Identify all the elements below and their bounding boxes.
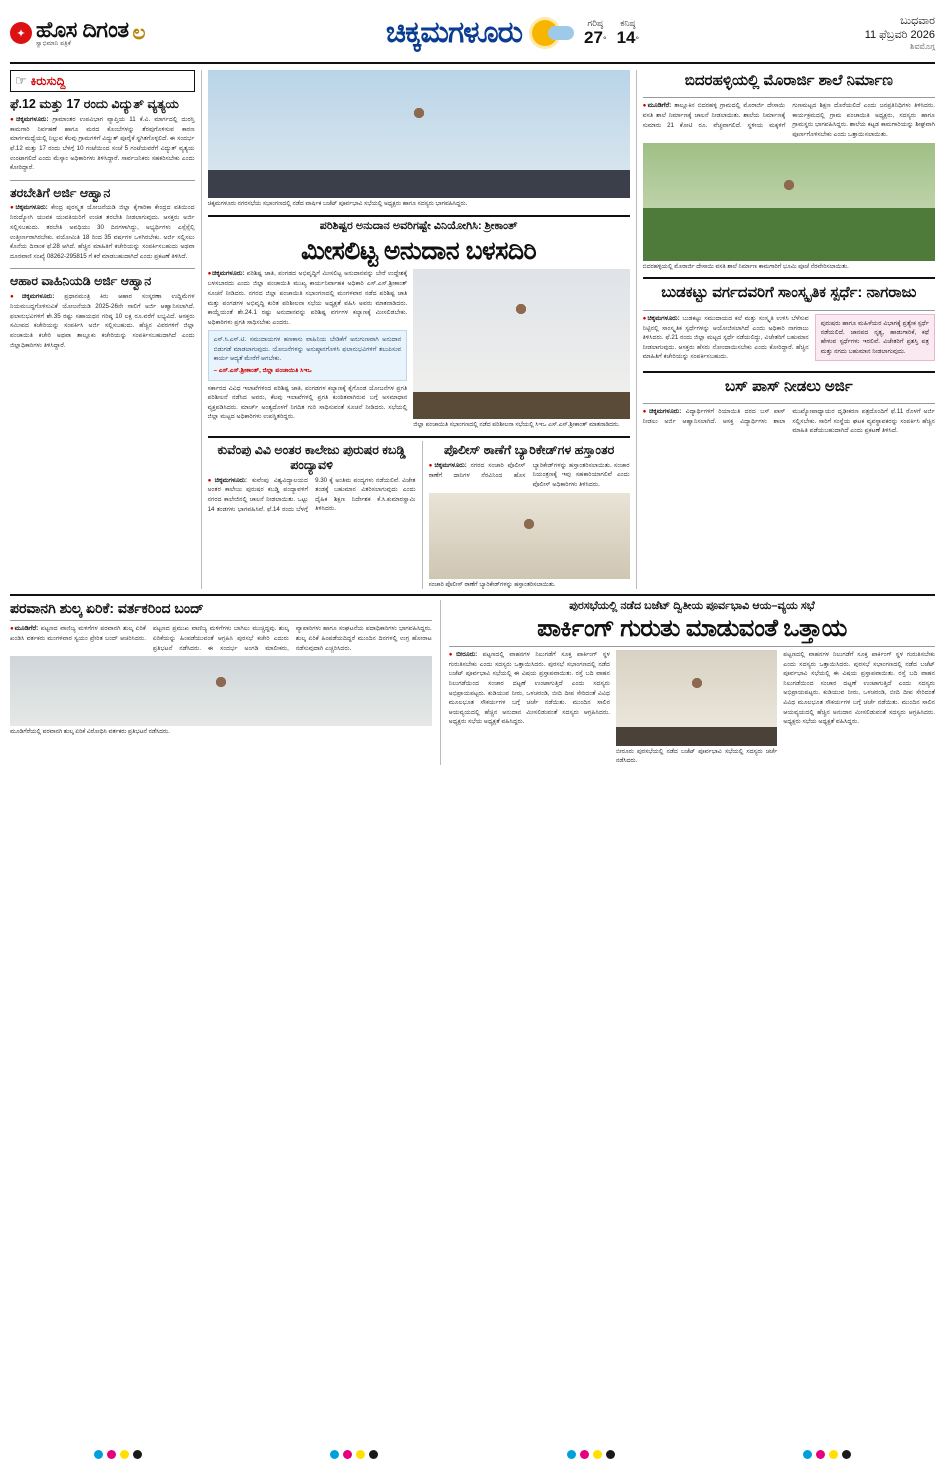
story-school-headline: ಬಿದರಹಳ್ಳಿಯಲ್ಲಿ ಮೊರಾರ್ಜಿ ಶಾಲೆ ನಿರ್ಮಾಣ bbox=[684, 72, 893, 89]
lead-body-cont bbox=[208, 384, 408, 422]
color-bar-group bbox=[567, 1450, 615, 1459]
column-center bbox=[201, 70, 630, 589]
story-tribal-headline: ಬುಡಕಟ್ಟು ವರ್ಗದವರಿಗೆ ಸಾಂಸ್ಕೃತಿಕ ಸ್ಪರ್ಧೆ: ನಾಗರಾಜು bbox=[661, 284, 917, 302]
story-barricade-dateline: ಚಿಕ್ಕಮಗಳೂರು: bbox=[434, 461, 467, 469]
photo-zp-meeting bbox=[413, 269, 629, 419]
bottom-right-body-cont bbox=[783, 650, 935, 727]
photo-1-caption: ಚಿಕ್ಕಮಗಳೂರು ನಗರಸಭೆಯ ಸಭಾಂಗಣದಲ್ಲಿ ನಡೆದ ವಾರ್ಷಿಕ ಬಜೆಟ್ ಪೂರ್ವಭಾವಿ ಸಭೆಯಲ್ಲಿ ಅಧ್ಯಕ್ಷರು ಹಾಗೂ ಸದಸ್ಯರು ಭಾಗವಹಿಸಿದ್ದರು. bbox=[207, 201, 468, 207]
bullet-icon: ● bbox=[448, 650, 457, 658]
divider bbox=[10, 180, 195, 181]
color-bar-group bbox=[94, 1450, 142, 1459]
brief-2-body bbox=[10, 203, 195, 264]
photo-school-bhoomi-puja bbox=[643, 143, 935, 261]
brief-2-text: ಕೇಂದ್ರ ಪುರಸ್ಕೃತ ಯೋಜನೆಯಡಿ ಜಿಲ್ಲಾ ಕೈಗಾರಿಕಾ ಕೇಂದ್ರದ ವತಿಯಿಂದ ನಿರುದ್ಯೋಗಿ ಯುವಕ ಯುವತಿಯರಿಗೆ ಉಚಿತ ತರಬೇತಿ ನೀಡಲಾಗುವುದು. ಆಸಕ್ತರು ಅರ್ಜಿ ಸಲ್ಲಿಸಬಹುದು. ತರಬೇತಿ ಅವಧಿಯು 30 ದಿನಗಳಾಗಿದ್ದು, ಅಭ್ಯರ್ಥಿಗಳು ಎಸ್ಸೆಸ್ಸೆಲ್ಸಿ ಉತ್ತೀರ್ಣರಾಗಿರಬೇಕು. ವಯೋಮಿತಿ 18 ರಿಂದ 35 ವರ್ಷಗಳ ಒಳಗಿರಬೇಕು. ಅರ್ಜಿ ಸಲ್ಲಿಸಲು ಕೊನೆಯ ದಿನಾಂಕ ಫೆ.28 ಆಗಿದೆ. ಹೆಚ್ಚಿನ ಮಾಹಿತಿಗೆ ಕಚೇರಿಯನ್ನು ಸಂಪರ್ಕಿಸಬಹುದು ಅಥವಾ ದೂರವಾಣಿ ಸಂಖ್ಯೆ 08262-295815 ಗೆ ಕರೆ ಮಾಡಬಹುದಾಗಿದೆ ಎಂದು ಪ್ರಕಟಣೆ ತಿಳಿಸಿದೆ. bbox=[10, 204, 195, 260]
bullet-icon: ● bbox=[10, 293, 22, 301]
story-kabaddi-dateline: ಚಿಕ್ಕಮಗಳೂರು: bbox=[214, 476, 248, 484]
place: ಶಿವಮೊಗ್ಗ bbox=[910, 42, 935, 52]
photo-police-station bbox=[429, 493, 630, 579]
logo-badge-icon: ✦ bbox=[10, 22, 32, 44]
pullquote bbox=[208, 330, 408, 380]
brand-name: ಹೊಸ ದಿಗಂತ bbox=[36, 16, 129, 42]
brief-3-headline: ಆಹಾರ ವಾಹಿನಿಯಡಿ ಅರ್ಜಿ ಆಹ್ವಾನ bbox=[10, 274, 152, 289]
photo-protest bbox=[10, 656, 432, 726]
date: 11 ಫೆಬ್ರವರಿ 2026 bbox=[864, 28, 935, 41]
story-tribal-body bbox=[643, 314, 809, 362]
bottom-right-kicker: ಪುರಸಭೆಯಲ್ಲಿ ನಡೆದ ಬಜೆಟ್ ದ್ವಿತೀಯ ಪೂರ್ವಭಾವಿ ಆಯ–ವ್ಯಯ ಸಭೆ bbox=[569, 600, 815, 613]
story-buspass-headline: ಬಸ್ ಪಾಸ್ ನೀಡಲು ಅರ್ಜಿ bbox=[724, 377, 853, 395]
story-tribal-dateline: ಚಿಕ್ಕಮಗಳೂರು: bbox=[647, 314, 680, 322]
temp-high: ಗರಿಷ್ಠ 27° bbox=[584, 18, 607, 47]
brief-3-body bbox=[10, 292, 195, 353]
story-barricade bbox=[422, 441, 630, 589]
story-school-dateline: ಮೂಡಿಗೆರೆ: bbox=[647, 102, 672, 110]
photo-2-caption: ಜಿಲ್ಲಾ ಪಂಚಾಯಿತಿ ಸಭಾಂಗಣದಲ್ಲಿ ನಡೆದ ಪರಿಶೀಲನಾ ಸಭೆಯಲ್ಲಿ ಸಿಇಒ ಎಸ್.ಎಸ್.ಶ್ರೀಕಾಂತ್ ಮಾತನಾಡಿದರು. bbox=[413, 422, 620, 429]
photo-3-caption: ಸಂಚಾರಿ ಪೊಲೀಸ್ ಠಾಣೆಗೆ ಬ್ಯಾರಿಕೇಡ್‌ಗಳನ್ನು ಹಸ್ತಾಂತರಿಸಲಾಯಿತು. bbox=[428, 581, 556, 588]
color-bar-group bbox=[330, 1450, 378, 1459]
edition-block bbox=[240, 16, 785, 50]
story-tribal-box-text: ಪುರುಷರು ಹಾಗೂ ಮಹಿಳೆಯರ ವಿಭಾಗಕ್ಕೆ ಪ್ರತ್ಯೇಕ ಸ್ಪರ್ಧೆ ನಡೆಯಲಿದೆ. ಜಾನಪದ ನೃತ್ಯ, ಹಾಡುಗಾರಿಕೆ, ಕಥೆ ಹೇಳುವ ಸ್ಪರ್ಧೆಗಳು ಇರಲಿವೆ. ವಿಜೇತರಿಗೆ ಪ್ರಶಸ್ತಿ ಪತ್ರ ಮತ್ತು ನಗದು ಬಹುಮಾನ ನೀಡಲಾಗುವುದು. bbox=[820, 319, 929, 355]
bullet-icon: ● bbox=[642, 314, 648, 322]
divider bbox=[643, 310, 935, 311]
bullet-icon: ● bbox=[428, 461, 435, 469]
main-content bbox=[10, 70, 935, 589]
cloud-icon bbox=[548, 26, 574, 40]
bullet-icon: ● bbox=[10, 115, 17, 123]
column-left bbox=[10, 70, 195, 589]
lead-more-text: ಸರ್ಕಾರದ ವಿವಿಧ ಇಲಾಖೆಗಳಿಂದ ಪರಿಶಿಷ್ಟ ಜಾತಿ, ಪಂಗಡಗಳ ಕಲ್ಯಾಣಕ್ಕೆ ಕೈಗೊಂಡ ಯೋಜನೆಗಳ ಪ್ರಗತಿ ಪರಿಶೀಲನೆ ನಡೆಸಿದ ಅವರು, ಕೆಲವು ಇಲಾಖೆಗಳಲ್ಲಿ ಪ್ರಗತಿ ಕುಂಠಿತವಾಗಿರುವ ಬಗ್ಗೆ ಅಸಮಾಧಾನ ವ್ಯಕ್ತಪಡಿಸಿದರು. ಮಾರ್ಚ್ ಅಂತ್ಯದೊಳಗೆ ನಿಗದಿತ ಗುರಿ ಸಾಧಿಸುವಂತೆ ಸೂಚನೆ ನೀಡಿದರು. ಸಭೆಯಲ್ಲಿ ಜಿಲ್ಲಾ ಮಟ್ಟದ ಅಧಿಕಾರಿಗಳು ಉಪಸ್ಥಿತರಿದ್ದರು. bbox=[207, 384, 408, 421]
brief-1-text: ಗ್ರಾಮಾಂತರ ಉಪವಿಭಾಗ ವ್ಯಾಪ್ತಿಯ 11 ಕೆ.ವಿ. ಮಾರ್ಗದಲ್ಲಿ ದುರಸ್ತಿ ಕಾಮಗಾರಿ ನಿರ್ವಹಣೆ ಹಾಗೂ ಮರದ ಕೊಂಬೆಗಳನ್ನು ತೆರವುಗೊಳಿಸುವ ಕಾರಣ ಮಾರ್ಗಮಧ್ಯೆಯಲ್ಲಿ ನಿಲ್ಲುವ ಕೆಲವು ಗ್ರಾಮಗಳಿಗೆ ವಿದ್ಯುತ್ ಪೂರೈಕೆ ಸ್ಥಗಿತಗೊಳ್ಳಲಿದೆ. ಈ ಸಂದರ್ಭ ಫೆ.12 ಮತ್ತು 17 ರಂದು ಬೆಳಗ್ಗೆ 10 ಗಂಟೆಯಿಂದ ಸಂಜೆ 5 ಗಂಟೆಯವರೆಗೆ ವಿದ್ಯುತ್ ವ್ಯತ್ಯಯ ಉಂಟಾಗಲಿದೆ ಎಂದು ಮೆಸ್ಕಾಂ ಅಧಿಕಾರಿಗಳು ತಿಳಿಸಿದ್ದಾರೆ. ಸಾರ್ವಜನಿಕರು ಸಹಕರಿಸಬೇಕು ಎಂದು ಕೋರಿದ್ದಾರೆ. bbox=[10, 115, 195, 172]
brief-2-dateline: ಚಿಕ್ಕಮಗಳೂರು: bbox=[15, 204, 48, 212]
bottom-left-dateline: ಮೂಡಿಗೆರೆ: bbox=[14, 625, 39, 633]
divider bbox=[10, 620, 432, 621]
divider bbox=[208, 215, 630, 217]
bottom-right-body bbox=[449, 650, 610, 727]
bottom-left-body bbox=[10, 624, 432, 653]
photo-5-caption: ಮೂಡಿಗೆರೆಯಲ್ಲಿ ಪರವಾನಗಿ ಶುಲ್ಕ ಏರಿಕೆ ವಿರೋಧಿಸಿ ವರ್ತಕರು ಪ್ರತಿಭಟನೆ ನಡೆಸಿದರು. bbox=[10, 729, 170, 736]
brief-3-dateline: ಚಿಕ್ಕಮಗಳೂರು: bbox=[21, 293, 55, 301]
story-kabaddi-body bbox=[208, 476, 416, 516]
story-buspass-body bbox=[643, 407, 935, 436]
brief-2-headline: ತರಬೇತಿಗೆ ಅರ್ಜಿ ಆಹ್ವಾನ bbox=[10, 185, 111, 200]
divider bbox=[643, 277, 935, 279]
registration-color-bars bbox=[0, 1450, 945, 1459]
divider bbox=[643, 371, 935, 373]
story-kabaddi-headline: ಕುವೆಂಪು ವಿವಿ ಅಂತರ ಕಾಲೇಜು ಪುರುಷರ ಕಬಡ್ಡಿ ಪಂದ್ಯಾವಳಿ bbox=[217, 443, 406, 472]
bullet-icon: ● bbox=[207, 270, 212, 278]
photo-6-caption: ಬೀರೂರು ಪುರಸಭೆಯಲ್ಲಿ ನಡೆದ ಬಜೆಟ್ ಪೂರ್ವಭಾವಿ ಸಭೆಯಲ್ಲಿ ಸದಸ್ಯರು ಚರ್ಚೆ ನಡೆಸಿದರು. bbox=[616, 748, 778, 764]
story-buspass-dateline: ಚಿಕ್ಕಮಗಳೂರು: bbox=[648, 408, 682, 416]
bottom-section bbox=[10, 594, 935, 765]
bottom-right-dateline: ಬೀರೂರು: bbox=[456, 650, 478, 658]
bottom-right-text-cont: ಪಟ್ಟಣದಲ್ಲಿ ವಾಹನಗಳ ನಿಲುಗಡೆಗೆ ಸೂಕ್ತ ಪಾರ್ಕಿಂಗ್ ಸ್ಥಳ ಗುರುತಿಸಬೇಕು ಎಂದು ಸದಸ್ಯರು ಒತ್ತಾಯಿಸಿದರು. ಪುರಸಭೆ ಸಭಾಂಗಣದಲ್ಲಿ ನಡೆದ ಬಜೆಟ್ ಪೂರ್ವಭಾವಿ ಸಭೆಯಲ್ಲಿ ಈ ವಿಷಯ ಪ್ರಸ್ತಾಪವಾಯಿತು. ರಸ್ತೆ ಬದಿ ವಾಹನ ನಿಲುಗಡೆಯಿಂದ ಸಂಚಾರ ದಟ್ಟಣೆ ಉಂಟಾಗುತ್ತಿದೆ ಎಂದು ಸದಸ್ಯರು ಅಭಿಪ್ರಾಯಪಟ್ಟರು. ಕುಡಿಯುವ ನೀರು, ಒಳಚರಂಡಿ, ಬೀದಿ ದೀಪ ಸೇರಿದಂತೆ ವಿವಿಧ ಮೂಲಭೂತ ಸೌಕರ್ಯಗಳ ಬಗ್ಗೆ ಚರ್ಚೆ ನಡೆಯಿತು. ಮುಂದಿನ ಸಾಲಿನ ಆಯವ್ಯಯದಲ್ಲಿ ಹೆಚ್ಚಿನ ಅನುದಾನ ಮೀಸಲಿಡುವಂತೆ ಸದಸ್ಯರು ಆಗ್ರಹಿಸಿದರು. ಅಧ್ಯಕ್ಷರು ಸಭೆಯ ಅಧ್ಯಕ್ಷತೆ ವಹಿಸಿದ್ದರು. bbox=[783, 650, 935, 726]
bullet-icon: ● bbox=[10, 204, 16, 212]
date-block bbox=[785, 14, 935, 53]
divider bbox=[449, 646, 935, 647]
story-kabaddi-text: ಕುವೆಂಪು ವಿಶ್ವವಿದ್ಯಾಲಯದ ಅಂತರ ಕಾಲೇಜು ಪುರುಷರ ಕಬಡ್ಡಿ ಪಂದ್ಯಾವಳಿಗೆ ನಗರದ ಕಾಲೇಜಿನಲ್ಲಿ ಚಾಲನೆ ನೀಡಲಾಯಿತು. ಒಟ್ಟು 14 ತಂಡಗಳು ಭಾಗವಹಿಸಿವೆ. ಫೆ.14 ರಂದು ಬೆಳಗ್ಗೆ 9.30 ಕ್ಕೆ ಅಂತಿಮ ಪಂದ್ಯಗಳು ನಡೆಯಲಿವೆ. ವಿಜೇತ ತಂಡಕ್ಕೆ ಬಹುಮಾನ ವಿತರಿಸಲಾಗುವುದು ಎಂದು ದೈಹಿಕ ಶಿಕ್ಷಣ ನಿರ್ದೇಶಕ ಕೆ.ಸಿ.ಕುಮಾರಸ್ವಾಮಿ ತಿಳಿಸಿದರು. bbox=[207, 476, 416, 513]
photo-municipal-meeting bbox=[616, 650, 777, 746]
pullquote-text: ಎಸ್.ಸಿ.ಎಸ್.ಟಿ. ಸಮುದಾಯಗಳ ಹಣಕಾಸು ವಾಹಿನಿಯ ಬೇಡಿಕೆಗೆ ಅನುಗುಣವಾಗಿ ಅನುದಾನ ಬಿಡುಗಡೆ ಮಾಡಲಾಗುವುದು. ಯೋಜನೆಗಳನ್ನು ಅನುಷ್ಠಾನಗೊಳಿಸಿ ಫಲಾನುಭವಿಗಳಿಗೆ ತಲುಪಿಸುವ ಕಾರ್ಯ ಆದ್ಯತೆ ಮೇರೆಗೆ ಆಗಬೇಕು. bbox=[213, 336, 402, 362]
bullet-icon: ● bbox=[207, 476, 215, 484]
story-tribal-sidebox bbox=[815, 314, 935, 361]
story-school-text: ತಾಲ್ಲೂಕಿನ ಬಿದರಹಳ್ಳಿ ಗ್ರಾಮದಲ್ಲಿ ಮೊರಾರ್ಜಿ ದೇಸಾಯಿ ವಸತಿ ಶಾಲೆ ನಿರ್ಮಾಣಕ್ಕೆ ಚಾಲನೆ ನೀಡಲಾಯಿತು. ಶಾಲೆಯ ನಿರ್ಮಾಣಕ್ಕೆ ಸುಮಾರು 21 ಕೋಟಿ ರೂ. ವೆಚ್ಚವಾಗಲಿದೆ. ಸ್ಥಳೀಯ ಮಕ್ಕಳಿಗೆ ಗುಣಮಟ್ಟದ ಶಿಕ್ಷಣ ದೊರೆಯಲಿದೆ ಎಂದು ಜನಪ್ರತಿನಿಧಿಗಳು ತಿಳಿಸಿದರು. ಕಾರ್ಯಕ್ರಮದಲ್ಲಿ ಗ್ರಾಮ ಪಂಚಾಯಿತಿ ಅಧ್ಯಕ್ಷರು, ಸದಸ್ಯರು ಹಾಗೂ ಗ್ರಾಮಸ್ಥರು ಭಾಗವಹಿಸಿದ್ದರು. ಶಾಲೆಯ ಕಟ್ಟಡ ಕಾಮಗಾರಿಯನ್ನು ಶೀಘ್ರವಾಗಿ ಪೂರ್ಣಗೊಳಿಸಬೇಕು ಎಂದು ಒತ್ತಾಯಿಸಲಾಯಿತು. bbox=[642, 102, 935, 139]
story-buspass-text: ವಿದ್ಯಾರ್ಥಿಗಳಿಗೆ ರಿಯಾಯಿತಿ ದರದ ಬಸ್ ಪಾಸ್ ನೀಡಲು ಅರ್ಜಿ ಆಹ್ವಾನಿಸಲಾಗಿದೆ. ಆಸಕ್ತ ವಿದ್ಯಾರ್ಥಿಗಳು ಶಾಲಾ ಮುಖ್ಯೋಪಾಧ್ಯಾಯರ ದೃಢೀಕರಣ ಪತ್ರದೊಂದಿಗೆ ಫೆ.11 ರೊಳಗೆ ಅರ್ಜಿ ಸಲ್ಲಿಸಬೇಕು. ಸಾರಿಗೆ ಸಂಸ್ಥೆಯ ಘಟಕ ವ್ಯವಸ್ಥಾಪಕರನ್ನು ಸಂಪರ್ಕಿಸಿ ಹೆಚ್ಚಿನ ಮಾಹಿತಿ ಪಡೆಯಬಹುದಾಗಿದೆ ಎಂದು ಪ್ರಕಟಣೆ ತಿಳಿಸಿದೆ. bbox=[642, 408, 935, 435]
bottom-right-headline: ಪಾರ್ಕಿಂಗ್ ಗುರುತು ಮಾಡುವಂತೆ ಒತ್ತಾಯ bbox=[537, 614, 847, 642]
bullet-icon: ● bbox=[10, 625, 15, 633]
lead-text: ಪರಿಶಿಷ್ಟ ಜಾತಿ, ಪಂಗಡದ ಅಭಿವೃದ್ಧಿಗೆ ಮೀಸಲಿಟ್ಟ ಅನುದಾನವನ್ನು ಬೇರೆ ಉದ್ದೇಶಕ್ಕೆ ಬಳಸಬಾರದು ಎಂದು ಜಿಲ್ಲಾ ಪಂಚಾಯಿತಿ ಮುಖ್ಯ ಕಾರ್ಯನಿರ್ವಾಹಕ ಅಧಿಕಾರಿ ಎಸ್.ಎಸ್.ಶ್ರೀಕಾಂತ್ ಸೂಚನೆ ನೀಡಿದರು. ನಗರದ ಜಿಲ್ಲಾ ಪಂಚಾಯಿತಿ ಸಭಾಂಗಣದಲ್ಲಿ ಮಂಗಳವಾರ ನಡೆದ ಪರಿಶಿಷ್ಟ ಜಾತಿ ಮತ್ತು ಪಂಗಡಗಳ ಅಭಿವೃದ್ಧಿ ಕುರಿತ ಪರಿಶೀಲನಾ ಸಭೆಯ ಅಧ್ಯಕ್ಷತೆ ವಹಿಸಿ ಅವರು ಮಾತನಾಡಿದರು. ಕಾಯ್ದೆಯಂತೆ ಶೇ.24.1 ರಷ್ಟು ಅನುದಾನವನ್ನು ಪರಿಶಿಷ್ಟ ವರ್ಗಗಳ ಕಲ್ಯಾಣಕ್ಕೆ ಮೀಸಲಿಡಬೇಕು. ಅಧಿಕಾರಿಗಳು ಪ್ರಗತಿ ಸಾಧಿಸಬೇಕು ಎಂದರು. bbox=[207, 270, 408, 326]
brief-3-text: ಪ್ರಧಾನಮಂತ್ರಿ ಕಿರು ಆಹಾರ ಸಂಸ್ಕರಣಾ ಉದ್ದಿಮೆಗಳ ನಿಯಮಬದ್ಧಗೊಳಿಸುವಿಕೆ ಯೋಜನೆಯಡಿ 2025-26ನೇ ಸಾಲಿಗೆ ಅರ್ಜಿ ಆಹ್ವಾನಿಸಲಾಗಿದೆ. ಫಲಾನುಭವಿಗಳಿಗೆ ಶೇ.35 ರಷ್ಟು ಸಹಾಯಧನ ಗರಿಷ್ಠ 10 ಲಕ್ಷ ರೂ.ವರೆಗೆ ಲಭ್ಯವಿದೆ. ಆಸಕ್ತರು ಸಮೀಪದ ಕಚೇರಿಯನ್ನು ಸಂಪರ್ಕಿಸಿ ಅರ್ಜಿ ಸಲ್ಲಿಸಬಹುದು. ಹೆಚ್ಚಿನ ವಿವರಗಳಿಗೆ ಜಿಲ್ಲಾ ಪಂಚಾಯಿತಿ ಕಚೇರಿ ಅಥವಾ ತಾಲ್ಲೂಕು ಕಚೇರಿಯನ್ನು ಸಂಪರ್ಕಿಸಬಹುದಾಗಿದೆ ಎಂದು ಜಿಲ್ಲಾಧಿಕಾರಿಗಳು ತಿಳಿಸಿದ್ದಾರೆ. bbox=[10, 293, 195, 349]
divider bbox=[10, 268, 195, 269]
lead-dateline: ಚಿಕ್ಕಮಗಳೂರು: bbox=[212, 270, 245, 278]
story-school-body bbox=[643, 101, 935, 139]
temp-high-value: 27 bbox=[584, 27, 603, 47]
masthead bbox=[10, 8, 935, 64]
divider bbox=[643, 403, 935, 404]
divider bbox=[208, 436, 630, 438]
brief-1-headline: ಫೆ.12 ಮತ್ತು 17 ರಂದು ವಿದ್ಯುತ್ ವ್ಯತ್ಯಯ bbox=[10, 97, 179, 111]
story-tribal-text: ಬುಡಕಟ್ಟು ಸಮುದಾಯದ ಕಲೆ ಮತ್ತು ಸಂಸ್ಕೃತಿ ಉಳಿಸಿ ಬೆಳೆಸುವ ನಿಟ್ಟಿನಲ್ಲಿ ಸಾಂಸ್ಕೃತಿಕ ಸ್ಪರ್ಧೆಗಳನ್ನು ಆಯೋಜಿಸಲಾಗಿದೆ ಎಂದು ಅಧಿಕಾರಿ ನಾಗರಾಜು ತಿಳಿಸಿದರು. ಫೆ.21 ರಂದು ಜಿಲ್ಲಾ ಮಟ್ಟದ ಸ್ಪರ್ಧೆ ನಡೆಯಲಿದ್ದು, ವಿಜೇತರಿಗೆ ಬಹುಮಾನ ನೀಡಲಾಗುವುದು. ಆಸಕ್ತರು ಹೆಸರು ನೋಂದಾಯಿಸಬೇಕು ಎಂದು ಕೋರಿದ್ದಾರೆ. ಹೆಚ್ಚಿನ ಮಾಹಿತಿಗೆ ಕಚೇರಿಯನ್ನು ಸಂಪರ್ಕಿಸಬಹುದು. bbox=[642, 314, 809, 361]
newspaper-logo bbox=[10, 16, 240, 48]
story-barricade-text: ನಗರದ ಸಂಚಾರಿ ಪೊಲೀಸ್ ಠಾಣೆಗೆ ದಾನಿಗಳ ನೆರವಿನಿಂದ ಹೊಸ ಬ್ಯಾರಿಕೇಡ್‌ಗಳನ್ನು ಹಸ್ತಾಂತರಿಸಲಾಯಿತು. ಸಂಚಾರ ನಿಯಂತ್ರಣಕ್ಕೆ ಇವು ಸಹಕಾರಿಯಾಗಲಿವೆ ಎಂದು ಪೊಲೀಸ್ ಅಧಿಕಾರಿಗಳು ತಿಳಿಸಿದರು. bbox=[428, 461, 630, 489]
hand-icon: ☞ bbox=[15, 73, 27, 88]
brand-mark: ಲ bbox=[132, 21, 146, 44]
temp-low-value: 14 bbox=[616, 27, 636, 47]
brief-1-body bbox=[10, 115, 195, 176]
temp-high-label: ಗರಿಷ್ಠ bbox=[587, 18, 604, 29]
brand-tagline: ಸ್ವಾಭಿಮಾನಿ ಪತ್ರಿಕೆ bbox=[36, 40, 72, 47]
photo-4-caption: ಬಿದರಹಳ್ಳಿಯಲ್ಲಿ ಮೊರಾರ್ಜಿ ದೇಸಾಯಿ ವಸತಿ ಶಾಲೆ ನಿರ್ಮಾಣ ಕಾಮಗಾರಿಗೆ ಭೂಮಿ ಪೂಜೆ ನೆರವೇರಿಸಲಾಯಿತು. bbox=[642, 263, 849, 270]
lead-body bbox=[208, 269, 408, 327]
edition-name: ಚಿಕ್ಕಮಗಳೂರು bbox=[385, 16, 523, 49]
color-bar-group bbox=[803, 1450, 851, 1459]
temp-low: ಕನಿಷ್ಠ 14° bbox=[616, 18, 640, 47]
temp-low-label: ಕನಿಷ್ಠ bbox=[620, 18, 636, 29]
story-kabaddi bbox=[208, 441, 416, 589]
bottom-story-right bbox=[440, 600, 935, 765]
bottom-story-left bbox=[10, 600, 432, 765]
section-tag: ಕಿರುಸುದ್ದಿ bbox=[30, 73, 66, 88]
lead-headline: ಮೀಸಲಿಟ್ಟ ಅನುದಾನ ಬಳಸದಿರಿ bbox=[301, 236, 537, 265]
column-right bbox=[636, 70, 935, 589]
divider bbox=[643, 97, 935, 98]
bottom-left-headline: ಪರವಾನಗಿ ಶುಲ್ಕ ಏರಿಕೆ: ವರ್ತಕರಿಂದ ಬಂದ್ bbox=[10, 600, 204, 617]
lead-kicker: ಪರಿಶಿಷ್ಟರ ಅನುದಾನ ಅವರಿಗಷ್ಟೇ ವಿನಿಯೋಗಿಸಿ: ಶ್ರೀಕಾಂತ್ bbox=[319, 219, 518, 232]
bullet-icon: ● bbox=[642, 102, 648, 110]
photo-meeting-hall bbox=[208, 70, 630, 198]
bullet-icon: ● bbox=[642, 408, 649, 416]
brief-1-dateline: ಚಿಕ್ಕಮಗಳೂರು: bbox=[16, 115, 49, 123]
story-barricade-body bbox=[429, 461, 630, 490]
bottom-right-text: ಪಟ್ಟಣದಲ್ಲಿ ವಾಹನಗಳ ನಿಲುಗಡೆಗೆ ಸೂಕ್ತ ಪಾರ್ಕಿಂಗ್ ಸ್ಥಳ ಗುರುತಿಸಬೇಕು ಎಂದು ಸದಸ್ಯರು ಒತ್ತಾಯಿಸಿದರು. ಪುರಸಭೆ ಸಭಾಂಗಣದಲ್ಲಿ ನಡೆದ ಬಜೆಟ್ ಪೂರ್ವಭಾವಿ ಸಭೆಯಲ್ಲಿ ಈ ವಿಷಯ ಪ್ರಸ್ತಾಪವಾಯಿತು. ರಸ್ತೆ ಬದಿ ವಾಹನ ನಿಲುಗಡೆಯಿಂದ ಸಂಚಾರ ದಟ್ಟಣೆ ಉಂಟಾಗುತ್ತಿದೆ ಎಂದು ಸದಸ್ಯರು ಅಭಿಪ್ರಾಯಪಟ್ಟರು. ಕುಡಿಯುವ ನೀರು, ಒಳಚರಂಡಿ, ಬೀದಿ ದೀಪ ಸೇರಿದಂತೆ ವಿವಿಧ ಮೂಲಭೂತ ಸೌಕರ್ಯಗಳ ಬಗ್ಗೆ ಚರ್ಚೆ ನಡೆಯಿತು. ಮುಂದಿನ ಸಾಲಿನ ಆಯವ್ಯಯದಲ್ಲಿ ಹೆಚ್ಚಿನ ಅನುದಾನ ಮೀಸಲಿಡುವಂತೆ ಸದಸ್ಯರು ಆಗ್ರಹಿಸಿದರು. ಅಧ್ಯಕ್ಷರು ಸಭೆಯ ಅಧ್ಯಕ್ಷತೆ ವಹಿಸಿದ್ದರು. bbox=[448, 650, 611, 726]
weekday: ಬುಧವಾರ bbox=[900, 14, 935, 27]
bottom-left-text: ಪಟ್ಟಣದ ವಾಣಿಜ್ಯ ಮಳಿಗೆಗಳ ಪರವಾನಗಿ ಶುಲ್ಕ ಏರಿಕೆ ಖಂಡಿಸಿ ವರ್ತಕರು ಮಂಗಳವಾರ ಸ್ವಯಂ ಪ್ರೇರಿತ ಬಂದ್ ಆಚರಿಸಿದರು. ಪಟ್ಟಣದ ಪ್ರಮುಖ ವಾಣಿಜ್ಯ ಮಳಿಗೆಗಳು ಬಾಗಿಲು ಮುಚ್ಚಿದ್ದವು. ಶುಲ್ಕ ಏರಿಕೆಯನ್ನು ಹಿಂಪಡೆಯುವಂತೆ ಆಗ್ರಹಿಸಿ ಪುರಸಭೆ ಕಚೇರಿ ಎದುರು ಪ್ರತಿಭಟನೆ ನಡೆಸಿದರು. ಈ ಸಂದರ್ಭ ಅಂಗಡಿ ಮಾಲೀಕರು, ವ್ಯಾಪಾರಿಗಳು ಹಾಗೂ ಸಂಘಟನೆಯ ಪದಾಧಿಕಾರಿಗಳು ಭಾಗವಹಿಸಿದ್ದರು. ಶುಲ್ಕ ಏರಿಕೆ ಹಿಂಪಡೆಯದಿದ್ದರೆ ಮುಂದಿನ ದಿನಗಳಲ್ಲಿ ಉಗ್ರ ಹೋರಾಟ ನಡೆಸುವುದಾಗಿ ಎಚ್ಚರಿಸಿದರು. bbox=[10, 625, 432, 652]
story-barricade-headline: ಪೊಲೀಸ್ ಠಾಣೆಗೆ ಬ್ಯಾರಿಕೇಡ್‌ಗಳ ಹಸ್ತಾಂತರ bbox=[444, 443, 615, 458]
pullquote-attribution: – ಎಸ್.ಎಸ್.ಶ್ರೀಕಾಂತ್, ಜಿಲ್ಲಾ ಪಂಚಾಯಿತಿ ಸಿಇಒ bbox=[213, 367, 312, 375]
